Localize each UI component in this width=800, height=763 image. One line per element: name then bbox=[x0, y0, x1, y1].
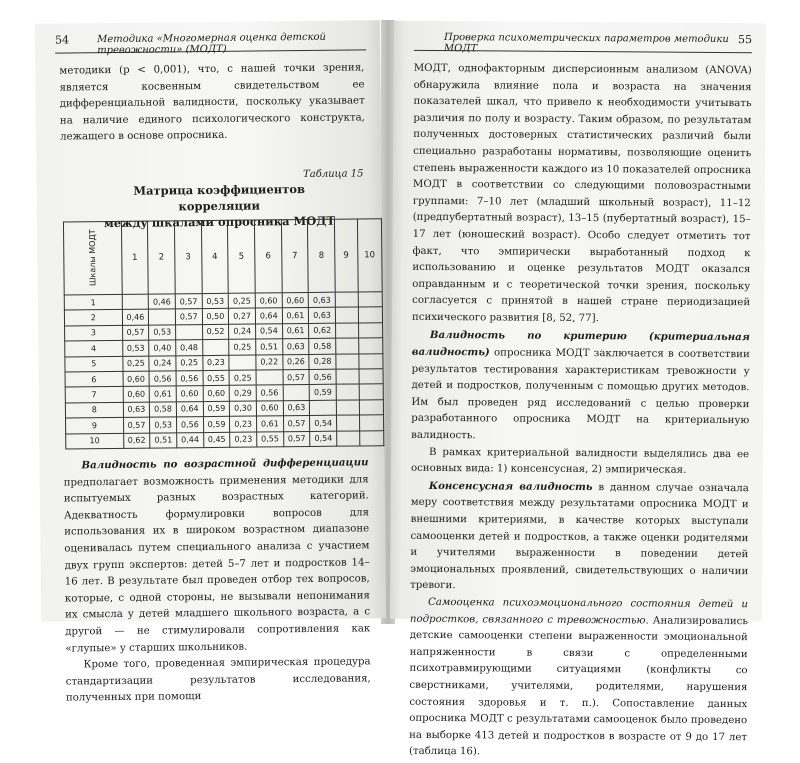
table-cell bbox=[336, 415, 359, 431]
table-row-number: 1 bbox=[64, 294, 122, 310]
table-cell: 0,57 bbox=[175, 309, 202, 325]
page-number: 54 bbox=[54, 33, 70, 47]
table-cell: 0,23 bbox=[230, 416, 257, 432]
table-cell bbox=[359, 430, 384, 446]
page-number: 55 bbox=[737, 33, 753, 47]
table-cell: 0,53 bbox=[150, 417, 177, 433]
table-cell bbox=[175, 324, 202, 340]
table-header-row bbox=[63, 219, 382, 295]
table-cell: 0,64 bbox=[255, 308, 282, 324]
correlation-table bbox=[63, 218, 384, 449]
table-cell: 0,44 bbox=[177, 432, 204, 448]
table-cell: 0,59 bbox=[203, 401, 230, 417]
running-header bbox=[414, 30, 752, 53]
table-cell: 0,63 bbox=[283, 400, 310, 416]
table-row-number: 10 bbox=[66, 433, 124, 449]
table-row-number: 2 bbox=[64, 310, 122, 326]
table-row bbox=[66, 430, 384, 449]
table-row-number: 8 bbox=[65, 402, 123, 418]
table-cell: 0,23 bbox=[230, 432, 257, 448]
paragraph-body: Анализировались детские самооценки степени выраженности эмоциональной напряженности в связи с определенными психотравмирующими ситуациями (конфликты со сверстниками, учителями, родителями, нарушения состояния здоровья и т. п.). Сопоставление данных опросника МОДТ с результатами самооценок было проведено на выборке 413 детей и подростков в возрасте от 9 до 17 лет (таблица 16). bbox=[408, 615, 748, 758]
table-cell: 0,25 bbox=[176, 355, 203, 371]
table-corner-header: Шкалы МОДТ bbox=[63, 221, 121, 295]
table-cell bbox=[358, 353, 383, 369]
table-cell: 0,60 bbox=[123, 386, 150, 402]
table-cell: 0,61 bbox=[282, 308, 309, 324]
table-cell: 0,61 bbox=[256, 416, 283, 432]
table-cell: 0,57 bbox=[283, 431, 310, 447]
table-cell: 0,24 bbox=[149, 355, 176, 371]
table-cell: 0,57 bbox=[283, 416, 310, 432]
table-cell: 0,63 bbox=[282, 339, 309, 355]
running-head-title: Методика «Многомерная оценка детской тревожности» (МОДТ) bbox=[96, 31, 327, 57]
table-cell: 0,45 bbox=[203, 432, 230, 448]
table-cell: 0,53 bbox=[149, 325, 176, 341]
table-column-header: 2 bbox=[148, 221, 175, 294]
table-cell: 0,25 bbox=[229, 293, 256, 309]
left-lower-text bbox=[63, 454, 371, 707]
paragraph: В рамках критериальной валидности выделялись два ее основных вида: 1) консенсусная, 2) эмпирическая. bbox=[410, 446, 750, 477]
table-column-header: 4 bbox=[201, 220, 228, 293]
table-cell: 0,57 bbox=[283, 369, 310, 385]
paragraph-body: опросника МОДТ заключается в соответствии результатов тестирования характеристикам тревожности у детей и подростков, полученным с помощью других методов. Им был проведен ряд исследований с целью проверки разработанного опросника МОДТ на критериальную валидность. bbox=[411, 347, 750, 442]
table-cell: 0,60 bbox=[282, 292, 309, 308]
table-cell: 0,56 bbox=[309, 369, 336, 385]
table-cell: 0,56 bbox=[176, 371, 203, 387]
right-text bbox=[409, 61, 752, 763]
table-cell bbox=[335, 292, 358, 308]
table-column-header: 10 bbox=[357, 219, 382, 292]
table-cell bbox=[336, 400, 359, 416]
table-cell: 0,63 bbox=[123, 402, 150, 418]
table-cell: 0,25 bbox=[229, 370, 256, 386]
table-cell: 0,53 bbox=[122, 340, 149, 356]
table-cell: 0,60 bbox=[255, 293, 282, 309]
table-label: Таблица 15 bbox=[303, 168, 364, 181]
table-cell: 0,51 bbox=[256, 339, 283, 355]
table-cell bbox=[336, 323, 359, 339]
paragraph-heading: Валидность по критерию (критериальная валидность) bbox=[411, 328, 750, 359]
table-cell: 0,60 bbox=[203, 386, 230, 402]
table-column-header: 6 bbox=[254, 220, 281, 293]
paragraph-body: в данном случае означала меру соответствия между результатами опросника МОДТ и внешними критериями, в качестве которых выступали самооценки детей и подростков, а также оценки родителями и учителями выраженности в поведении детей эмоциональных проявлений, свидетельствующих о наличии тревоги. bbox=[410, 481, 749, 592]
table-cell bbox=[358, 322, 383, 338]
table-cell: 0,54 bbox=[310, 431, 337, 447]
paragraph: МОДТ, однофакторным дисперсионным анализом (ANOVA) обнаружила влияние пола и возраста на значения показателей шкал, что привело к необходимости учитывать различия по полу и возрасту. Таким образом, по результатам полученных достоверных статистических различий были специально разработаны нормативы, позволяющие оценить степень выраженности каждого из 10 показателей опросника МОДТ в соответствии со следующими половозрастными группами: 7–10 лет (младший школьный возраст), 11–12 (предпубертатный возраст), 13–15 (пубертатный возраст), 15–17 лет (юношеский возраст). Особо следует отметить тот факт, что эмпирически выработанный подход к использованию и оценке результатов МОДТ оказался оправданным и с теоретической точки зрения, поскольку согласуется с принятой в нашей стране периодизацией психического развития [8, 52, 77]. bbox=[411, 62, 752, 325]
paragraph-body: предполагает возможность применения методики для испытуемых разных возрастных категорий. Адекватность формулировки вопросов для использования их в широком возрастном диапазоне оценивалась путем специального анализа с участием двух групп экспертов: детей 5–7 лет и подростков 14–16 лет. В результате был проведен отбор тех вопросов, которые, с одной стороны, не вызывали непонимания их смысла у детей младшего школьного возраста, а с другой — не стимулировали сопротивления как «глупые» у старших школьников. bbox=[63, 473, 371, 655]
table-cell: 0,57 bbox=[175, 294, 202, 310]
running-header bbox=[54, 29, 366, 57]
table-cell: 0,64 bbox=[176, 401, 203, 417]
table-cell bbox=[336, 354, 359, 370]
table-cell: 0,59 bbox=[309, 385, 336, 401]
table-cell: 0,29 bbox=[229, 385, 256, 401]
table-column-header: 7 bbox=[281, 219, 308, 292]
paragraph: Кроме того, проведенная эмпирическая процедура стандартизации результатов исследования, полученных при помощи bbox=[65, 656, 371, 704]
table-cell: 0,59 bbox=[203, 416, 230, 432]
table-cell: 0,48 bbox=[176, 340, 203, 356]
table-cell bbox=[358, 338, 383, 354]
table-cell: 0,58 bbox=[150, 402, 177, 418]
table-cell: 0,56 bbox=[256, 385, 283, 401]
table-cell bbox=[336, 384, 359, 400]
table-cell: 0,26 bbox=[282, 354, 309, 370]
paragraph bbox=[410, 478, 749, 598]
table-cell: 0,58 bbox=[309, 338, 336, 354]
table-cell: 0,57 bbox=[123, 417, 150, 433]
table-cell: 0,52 bbox=[202, 324, 229, 340]
table-cell: 0,55 bbox=[257, 431, 284, 447]
table-row-number: 4 bbox=[65, 341, 123, 357]
table-cell: 0,62 bbox=[123, 433, 150, 449]
left-top-text bbox=[59, 60, 365, 146]
table-cell: 0,56 bbox=[176, 417, 203, 433]
table-cell bbox=[229, 355, 256, 371]
paragraph-heading: Валидность по возрастной дифференциации bbox=[81, 456, 369, 472]
table-cell bbox=[256, 370, 283, 386]
table-cell: 0,30 bbox=[230, 401, 257, 417]
table-cell bbox=[359, 384, 384, 400]
table-cell: 0,62 bbox=[309, 323, 336, 339]
table-cell: 0,25 bbox=[122, 356, 149, 372]
table-row-number: 3 bbox=[65, 325, 123, 341]
table-column-header: 1 bbox=[121, 221, 148, 294]
right-page bbox=[390, 21, 766, 758]
table-cell: 0,63 bbox=[309, 308, 336, 324]
table-cell: 0,53 bbox=[202, 293, 229, 309]
table-cell: 0,54 bbox=[310, 415, 337, 431]
table-cell bbox=[359, 399, 384, 415]
table-cell bbox=[122, 294, 149, 310]
left-page bbox=[35, 20, 386, 704]
table-cell: 0,55 bbox=[203, 370, 230, 386]
paragraph bbox=[409, 595, 748, 763]
table-cell bbox=[283, 385, 310, 401]
table-column-header: 9 bbox=[334, 219, 357, 292]
table-row-number: 9 bbox=[66, 418, 124, 434]
table-cell: 0,57 bbox=[122, 325, 149, 341]
table-cell: 0,61 bbox=[282, 323, 309, 339]
paragraph-heading: Самооценка психоэмоционального состояния детей и подростков, связанного с тревожностью. bbox=[409, 596, 749, 627]
table-cell: 0,40 bbox=[149, 340, 176, 356]
table-cell: 0,27 bbox=[229, 308, 256, 324]
table-cell bbox=[336, 338, 359, 354]
table-cell: 0,63 bbox=[309, 292, 336, 308]
table-cell: 0,60 bbox=[123, 371, 150, 387]
table-cell: 0,50 bbox=[202, 309, 229, 325]
table-column-header: 3 bbox=[174, 221, 201, 294]
table-cell: 0,23 bbox=[202, 355, 229, 371]
paragraph: методики (р < 0,001), что, с нашей точки зрения, является косвенным свидетельством ее дифференциальной валидности, поскольку указывает на наличие единого психологического конструкта, лежащего в основе опросника. bbox=[59, 62, 365, 143]
table-title-line: между шкалами опросника МОДТ bbox=[103, 213, 336, 231]
table-cell: 0,46 bbox=[148, 294, 175, 310]
table-cell bbox=[337, 430, 360, 446]
running-head-title: Проверка психометрических параметров методики МОДТ bbox=[443, 32, 729, 55]
table-column-header: 5 bbox=[228, 220, 255, 293]
table-row-number: 6 bbox=[65, 371, 123, 387]
table-row-number: 7 bbox=[65, 387, 123, 403]
table-cell bbox=[335, 307, 358, 323]
table-cell bbox=[202, 339, 229, 355]
table-cell bbox=[358, 307, 383, 323]
table-title-line: Матрица коэффициентов корреляции bbox=[133, 182, 306, 214]
paragraph-heading: Консенсусная валидность bbox=[428, 479, 593, 493]
table-cell: 0,51 bbox=[150, 432, 177, 448]
table-cell: 0,25 bbox=[229, 339, 256, 355]
table-column-header: 8 bbox=[308, 219, 335, 292]
table-cell bbox=[358, 292, 383, 308]
table-cell: 0,22 bbox=[256, 354, 283, 370]
table-cell: 0,24 bbox=[229, 324, 256, 340]
paragraph bbox=[411, 326, 750, 447]
table-cell bbox=[359, 415, 384, 431]
table-cell: 0,60 bbox=[176, 386, 203, 402]
table-cell bbox=[336, 369, 359, 385]
table-cell: 0,28 bbox=[309, 354, 336, 370]
table-cell: 0,61 bbox=[149, 386, 176, 402]
table-cell bbox=[359, 369, 384, 385]
table-row-number: 5 bbox=[65, 356, 123, 372]
table-cell bbox=[149, 309, 176, 325]
paragraph bbox=[63, 454, 370, 657]
table-cell: 0,60 bbox=[256, 400, 283, 416]
table-cell: 0,56 bbox=[149, 371, 176, 387]
table-cell bbox=[310, 400, 337, 416]
table-cell: 0,46 bbox=[122, 310, 149, 326]
table-cell: 0,54 bbox=[256, 324, 283, 340]
